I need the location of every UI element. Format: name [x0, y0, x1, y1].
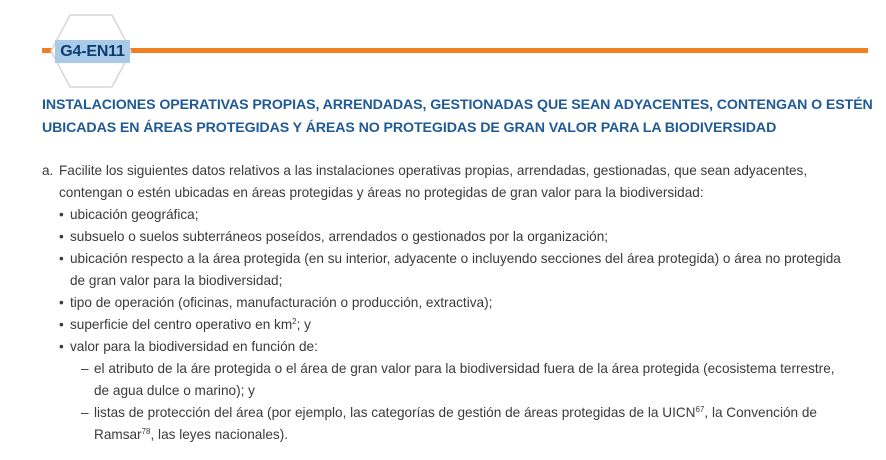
- km-superscript: 2: [292, 317, 297, 326]
- sub-item-2-line-2: [94, 424, 288, 446]
- bullet-item-3-line-1: ubicación respecto a la área protegida (en su interior, adyacente o incluyendo secciones del área protegida) o área no protegida: [70, 251, 841, 266]
- bullet-item-3-line-2: de gran valor para la biodiversidad;: [70, 273, 283, 288]
- dash-icon: –: [81, 405, 89, 420]
- orange-header-rule: [42, 48, 868, 53]
- bullet-item-6: valor para la biodiversidad en función de:: [70, 339, 318, 354]
- dash-icon: –: [81, 361, 89, 376]
- section-heading: [42, 94, 872, 140]
- bullet-item-4: tipo de operación (oficinas, manufacturación o producción, extractiva);: [70, 295, 493, 310]
- heading-line-2: UBICADAS EN ÁREAS PROTEGIDAS Y ÁREAS NO PROTEGIDAS DE GRAN VALOR PARA LA BIODIVERSIDAD: [42, 120, 777, 136]
- ramsar-text: Ramsar: [94, 427, 142, 442]
- bullet-item-1: ubicación geográfica;: [70, 207, 199, 222]
- sub-item-1-line-1: el atributo de la áre protegida o el área de gran valor para la biodiversidad fuera de la área protegida (ecosistema terrestre,: [94, 361, 835, 376]
- sub-item-1-line-2: de agua dulce o marino); y: [94, 383, 255, 398]
- item-a-line-2: contengan o estén ubicadas en áreas protegidas y áreas no protegidas de gran valor para la biodiversidad:: [59, 185, 704, 200]
- bullet-icon: •: [59, 251, 64, 266]
- footnote-ref-67: 67: [695, 405, 705, 414]
- sub-item-2-text: listas de protección del área (por ejemplo, las categorías de gestión de áreas protegidas de la UICN: [94, 405, 696, 420]
- bullet-icon: •: [59, 229, 64, 244]
- indicator-code-badge: G4-EN11: [55, 40, 130, 63]
- bullet-icon: •: [59, 295, 64, 310]
- heading-line-1: INSTALACIONES OPERATIVAS PROPIAS, ARRENDADAS, GESTIONADAS QUE SEAN ADYACENTES, CONTENGAN O ESTÉN: [42, 97, 873, 113]
- item-a-line-1: Facilite los siguientes datos relativos a las instalaciones operativas propias, arrendadas, gestionadas, que sean adyacentes,: [59, 163, 808, 178]
- bullet-item-5-tail: ; y: [296, 317, 311, 332]
- bullet-icon: •: [59, 317, 64, 332]
- sub-item-2-text-tail: , la Convención de: [704, 405, 817, 420]
- bullet-icon: •: [59, 339, 64, 354]
- bullet-item-5-text: superficie del centro operativo en km: [70, 317, 293, 332]
- sub-item-2-line-2-tail: , las leyes nacionales).: [150, 427, 289, 442]
- bullet-icon: •: [59, 207, 64, 222]
- bullet-item-5: [70, 314, 311, 336]
- bullet-item-2: subsuelo o suelos subterráneos poseídos, arrendados o gestionados por la organización;: [70, 229, 609, 244]
- sub-item-2-line-1: [94, 402, 817, 424]
- footnote-ref-78: 78: [141, 427, 151, 436]
- item-a-marker: a.: [42, 163, 54, 178]
